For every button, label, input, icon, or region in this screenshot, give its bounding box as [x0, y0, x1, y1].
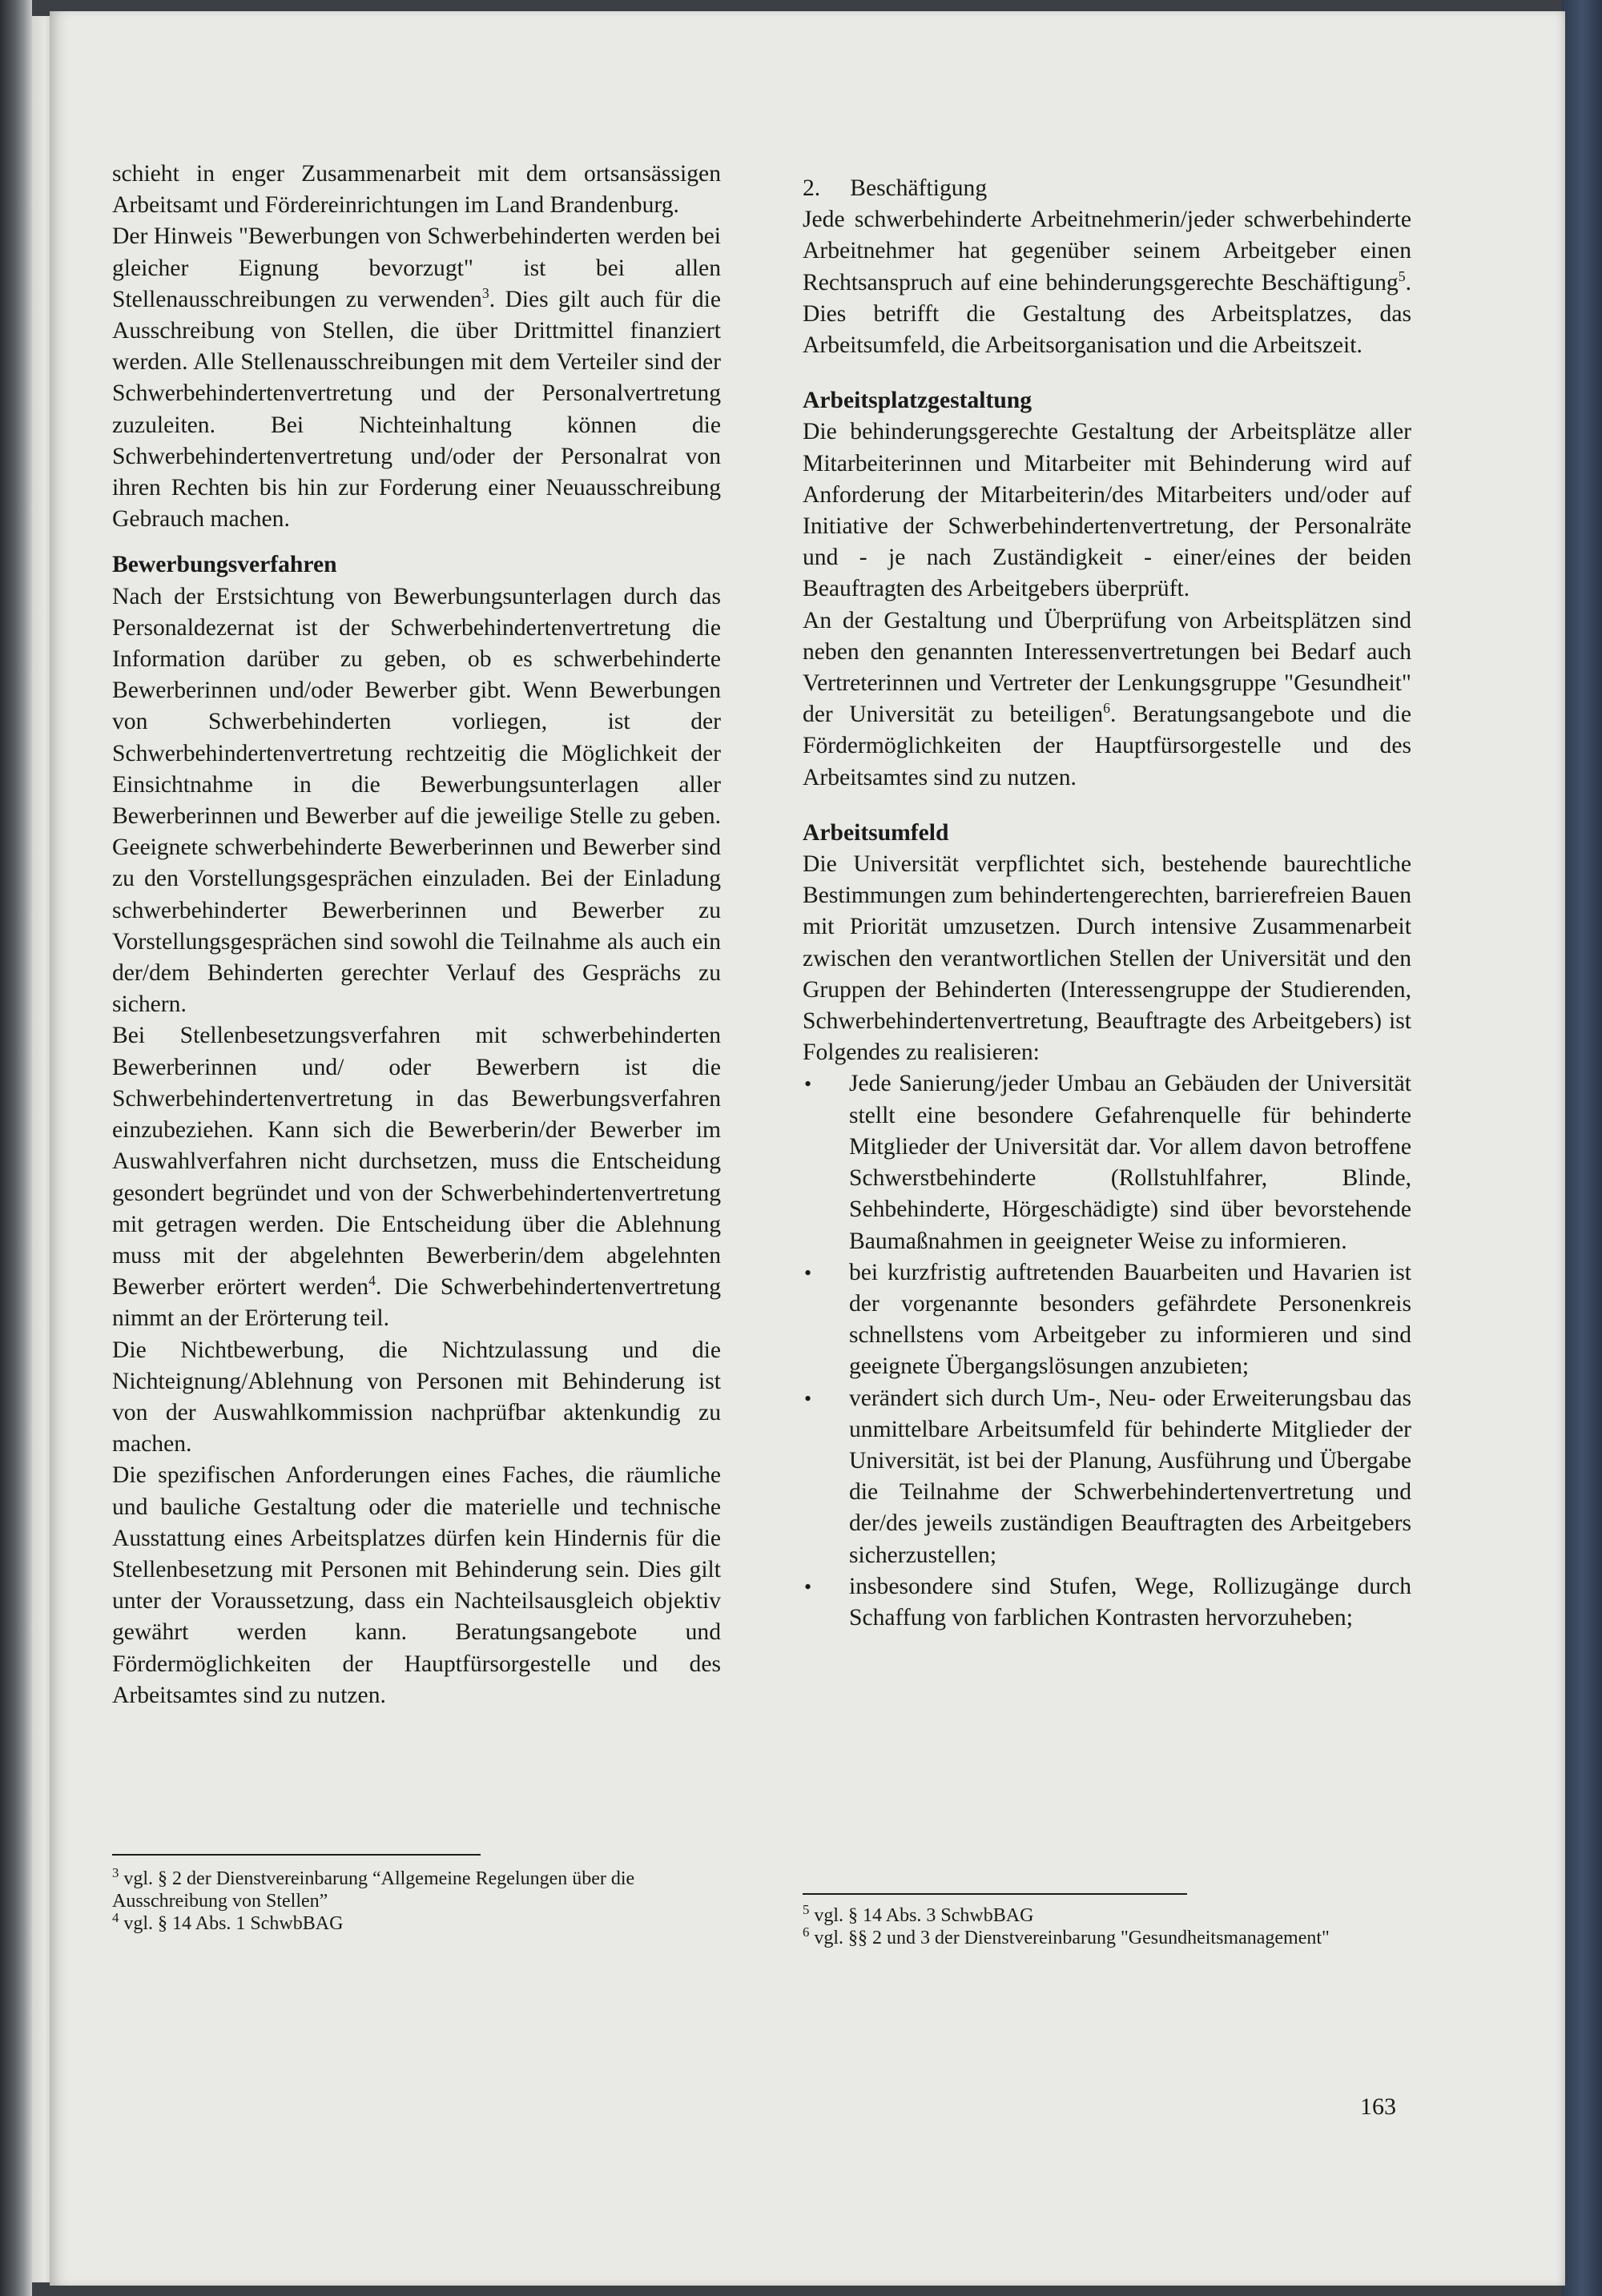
footnote: [112, 1912, 721, 1935]
footnote-ref: 3: [481, 284, 489, 301]
book-spine-left: [0, 0, 32, 2296]
page-number: 163: [1360, 2093, 1396, 2120]
footnote-text: vgl. § 2 der Dienstvereinbarung “Allgemeine Regelungen über die Ausschreibung von Stellen”: [112, 1868, 635, 1912]
footnote-mark: 3: [112, 1865, 119, 1880]
footnote-rule: [803, 1893, 1187, 1895]
paragraph: [803, 204, 1411, 361]
footnote-ref: 5: [1398, 267, 1406, 284]
section-number: 2.: [803, 175, 821, 201]
section-heading: Bewerbungsverfahren: [112, 552, 337, 578]
bullet-icon: •: [804, 1386, 812, 1410]
section-title: [803, 173, 1411, 204]
list-item: [803, 1383, 1411, 1571]
footnote: [112, 1865, 721, 1912]
paragraph-text: Der Hinweis "Bewerbungen von Schwerbehinderten werden bei gleicher Eignung bevorzugt" ist bei allen Stellenausschreibungen zu verwenden: [112, 223, 721, 312]
list-item-text: verändert sich durch Um-, Neu- oder Erweiterungsbau das unmittelbare Arbeitsumfeld für behinderte Mitglieder der Universität, ist bei der Planung, Ausführung und Übergabe die Teilnahme der Schwerbehindertenvertretung und der/des jeweils zuständigen Beauftragten des Arbeitgebers sicherzustellen;: [849, 1385, 1411, 1568]
paragraph: schieht in enger Zusammenarbeit mit dem ortsansässigen Arbeitsamt und Fördereinrichtungen im Land Brandenburg.: [112, 161, 721, 219]
paragraph: Die Universität verpflichtet sich, bestehende baurechtliche Bestimmungen zum behindertengerechten, barrierefreien Bauen mit Priorität umzusetzen. Durch intensive Zusammenarbeit zwischen den verantwortlichen Stellen der Universität und den Gruppen der Behinderten (Interessengruppe der Studierenden, Schwerbehindertenvertretung, Beauftragte des Arbeitgebers) ist Folgendes zu realisieren:: [803, 851, 1411, 1066]
list-item-text: bei kurzfristig auftretenden Bauarbeiten und Havarien ist der vorgenannte besonders gefährdete Personenkreis schnellstens vom Arbeitgeber zu informieren und sind geeignete Übergangslösungen anzubieten;: [849, 1259, 1411, 1380]
paragraph: Die behinderungsgerechte Gestaltung der Arbeitsplätze aller Mitarbeiterinnen und Mitarbeiter mit Behinderung wird auf Anforderung der Mitarbeiterin/des Mitarbeiters und/oder auf Initiative der Schwerbehindertenvertretung, der Personalräte und - je nach Zuständigkeit - einer/eines der beiden Beauftragten des Arbeitgebers überprüft.: [803, 419, 1411, 602]
section-heading: Arbeitsumfeld: [803, 819, 949, 846]
bullet-list: [803, 1068, 1411, 1634]
book-cover-right: [1562, 0, 1602, 2296]
paragraph: Nach der Erstsichtung von Bewerbungsunterlagen durch das Personaldezernat ist der Schwerbehindertenvertretung die Information darüber zu geben, ob es schwerbehinderte Bewerberinnen und/oder Bewerber gibt. Wenn Bewerbungen von Schwerbehinderten vorliegen, ist der Schwerbehindertenvertretung rechtzeitig die Möglichkeit der Einsichtnahme in die Bewerbungsunterlagen aller Bewerberinnen und Bewerber auf die jeweilige Stelle zu geben. Geeignete schwerbehinderte Bewerberinnen und Bewerber sind zu den Vorstellungsgesprächen einzuladen. Bei der Einladung schwerbehinderter Bewerberinnen und Bewerber zu Vorstellungsgesprächen sind sowohl die Teilnahme als auch ein der/dem Behinderten gerechter Verlauf des Gesprächs zu sichern.: [112, 583, 721, 1018]
footnote-ref: 6: [1103, 700, 1111, 717]
footnote: [803, 1904, 1411, 1927]
footnote-rule: [112, 1854, 481, 1856]
paragraph: [803, 605, 1411, 794]
list-item: [803, 1257, 1411, 1383]
paragraph-text: . Beratungsangebote und die Fördermöglichkeiten der Hauptfürsorgestelle und des Arbeitsamtes sind zu nutzen.: [803, 702, 1411, 790]
list-item-text: insbesondere sind Stufen, Wege, Rollizugänge durch Schaffung von farblichen Kontrasten hervorzuheben;: [849, 1573, 1411, 1631]
footnote-text: vgl. §§ 2 und 3 der Dienstvereinbarung "Gesundheitsmanagement": [814, 1928, 1330, 1948]
paragraph-text: . Dies gilt auch für die Ausschreibung von Stellen, die über Drittmittel finanziert werden. Alle Stellenausschreibungen mit dem Verteiler sind der Schwerbehindertenvertretung und der Personalvertretung zuzuleiten. Bei Nichteinhaltung können die Schwerbehindertenvertretung und/oder der Personalrat von ihren Rechten bis hin zur Forderung einer Neuausschreibung Gebrauch machen.: [112, 286, 721, 533]
footnote: [803, 1924, 1411, 1949]
list-item: [803, 1068, 1411, 1257]
bullet-icon: •: [804, 1574, 812, 1598]
footnote-ref: 4: [368, 1273, 376, 1289]
footnote-text: vgl. § 14 Abs. 1 SchwbBAG: [123, 1913, 344, 1934]
list-item: [803, 1571, 1411, 1634]
paragraph-text: . Dies betrifft die Gestaltung des Arbeitsplatzes, das Arbeitsumfeld, die Arbeitsorganisation und die Arbeitszeit.: [803, 269, 1411, 359]
section-title-text: Beschäftigung: [850, 175, 988, 201]
paragraph: [112, 1020, 721, 1334]
left-column: [112, 159, 721, 1711]
footnote-mark: 4: [112, 1910, 119, 1925]
paragraph-text: Bei Stellenbesetzungsverfahren mit schwerbehinderten Bewerberinnen und/ oder Bewerbern ist die Schwerbehindertenvertretung in das Bewerbungsverfahren einzubeziehen. Kann sich die Bewerberin/der Bewerber im Auswahlverfahren nicht durchsetzen, muss die Entscheidung gesondert begründet und von der Schwerbehindertenvertretung mit getragen werden. Die Entscheidung über die Ablehnung muss mit der abgelehnten Bewerberin/dem abgelehnten Bewerber erörtert werden: [112, 1023, 721, 1301]
right-footnotes: [803, 1904, 1411, 1949]
bullet-icon: •: [804, 1072, 812, 1096]
paragraph: Die spezifischen Anforderungen eines Faches, die räumliche und bauliche Gestaltung oder die materielle und technische Ausstattung eines Arbeitsplatzes dürfen kein Hindernis für die Stellenbesetzung mit Personen mit Behinderung sein. Dies gilt unter der Voraussetzung, dass ein Nachteilsausgleich objektiv gewährt werden kann. Beratungsangebote und Fördermöglichkeiten der Hauptfürsorgestelle und des Arbeitsamtes sind zu nutzen.: [112, 1462, 721, 1708]
paragraph: [112, 221, 721, 535]
section-heading: Arbeitsplatzgestaltung: [803, 388, 1032, 414]
right-column: [803, 173, 1411, 1634]
list-item-text: Jede Sanierung/jeder Umbau an Gebäuden der Universität stellt eine besondere Gefahrenquelle für behinderte Mitglieder der Universität dar. Vor allem davon betroffene Schwerstbehinderte (Rollstuhlfahrer, Blinde, Sehbehinderte, Hörgeschädigte) sind über bevorstehende Baumaßnahmen in geeigneter Weise zu informieren.: [849, 1071, 1411, 1254]
footnote-mark: 5: [803, 1902, 810, 1917]
paragraph: Die Nichtbewerbung, die Nichtzulassung und die Nichteignung/Ablehnung von Personen mit Behinderung ist von der Auswahlkommission nachprüfbar aktenkundig zu machen.: [112, 1337, 721, 1458]
paragraph-text: An der Gestaltung und Überprüfung von Arbeitsplätzen sind neben den genannten Interessenvertretungen bei Bedarf auch Vertreterinnen und Vertreter der Lenkungsgruppe "Gesundheit" der Universität zu beteiligen: [803, 607, 1411, 728]
footnote-text: vgl. § 14 Abs. 3 SchwbBAG: [814, 1905, 1034, 1926]
paragraph-text: Jede schwerbehinderte Arbeitnehmerin/jeder schwerbehinderte Arbeitnehmer hat gegenüber seinem Arbeitgeber einen Rechtsanspruch auf eine behinderungsgerechte Beschäftigung: [803, 207, 1411, 296]
paragraph-text: . Die Schwerbehindertenvertretung nimmt an der Erörterung teil.: [112, 1274, 721, 1332]
bullet-icon: •: [804, 1261, 812, 1285]
left-footnotes: [112, 1865, 721, 1935]
footnote-mark: 6: [803, 1924, 810, 1940]
